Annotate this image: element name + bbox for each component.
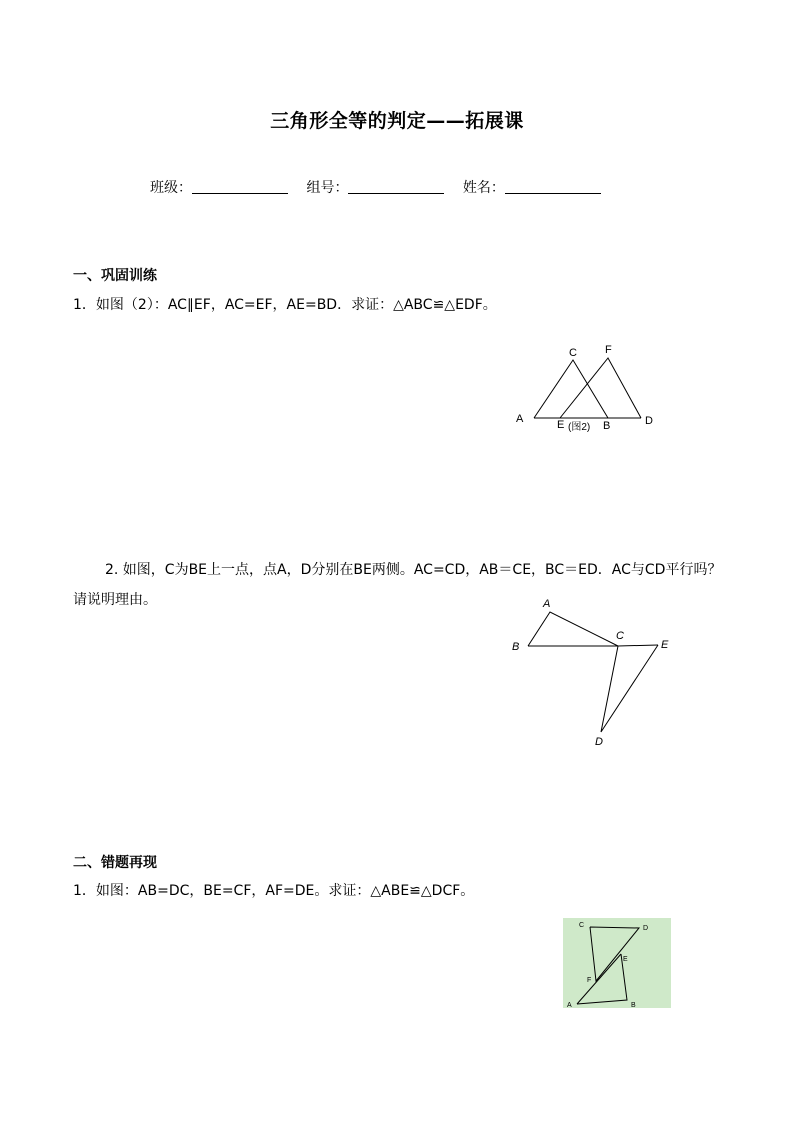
label-f: F <box>605 344 612 356</box>
question-2-1: 1．如图：AB=DC，BE=CF，AF=DE。求证：△ABE≌△DCF。 <box>73 883 475 899</box>
label-d: D <box>645 415 653 427</box>
page-title: 三角形全等的判定——拓展课 <box>270 110 524 132</box>
line-ce <box>618 645 658 646</box>
label-c: C <box>569 347 577 359</box>
class-label: 班级： <box>150 180 192 196</box>
label-a: A <box>516 413 524 425</box>
label-d-2: D <box>595 736 603 748</box>
label-b-2: B <box>512 641 520 653</box>
label-c-3: C <box>579 922 585 929</box>
label-d-3: D <box>643 925 649 932</box>
label-b: B <box>603 420 611 432</box>
figure-1-caption: (图2) <box>568 422 591 433</box>
label-a-2: A <box>543 598 551 610</box>
label-a-3: A <box>567 1002 572 1008</box>
label-e: E <box>557 419 565 431</box>
triangle-cde <box>601 645 658 732</box>
triangle-abc <box>534 360 608 418</box>
section-2-heading: 二、错题再现 <box>73 855 157 871</box>
section-1-heading: 一、巩固训练 <box>73 268 157 284</box>
student-info-line <box>150 177 615 197</box>
class-blank[interactable] <box>192 179 288 194</box>
question-1-1: 1．如图（2）：AC∥EF，AC=EF，AE=BD．求证：△ABC≌△EDF。 <box>73 297 497 313</box>
triangle-edf <box>560 358 641 418</box>
group-blank[interactable] <box>348 179 444 194</box>
figure-1-triangles <box>505 340 675 440</box>
label-e-2: E <box>661 639 669 651</box>
group-label: 组号： <box>306 180 349 196</box>
label-b-3: B <box>631 1002 636 1008</box>
figure-3-triangles <box>563 918 671 1008</box>
label-f-3: F <box>587 977 592 984</box>
figure-3-background <box>563 918 671 1008</box>
label-c-2: C <box>616 630 624 642</box>
label-e-3: E <box>623 956 628 963</box>
triangle-abc-2 <box>528 612 618 646</box>
name-blank[interactable] <box>505 179 601 194</box>
name-label: 姓名： <box>462 180 505 196</box>
question-1-2: 2. 如图，C为BE上一点，点A，D分别在BE两侧。AC=CD，AB＝CE，BC＝ED．AC与CD平行吗？请说明理由。 <box>73 562 722 608</box>
figure-2-triangles <box>505 592 685 752</box>
